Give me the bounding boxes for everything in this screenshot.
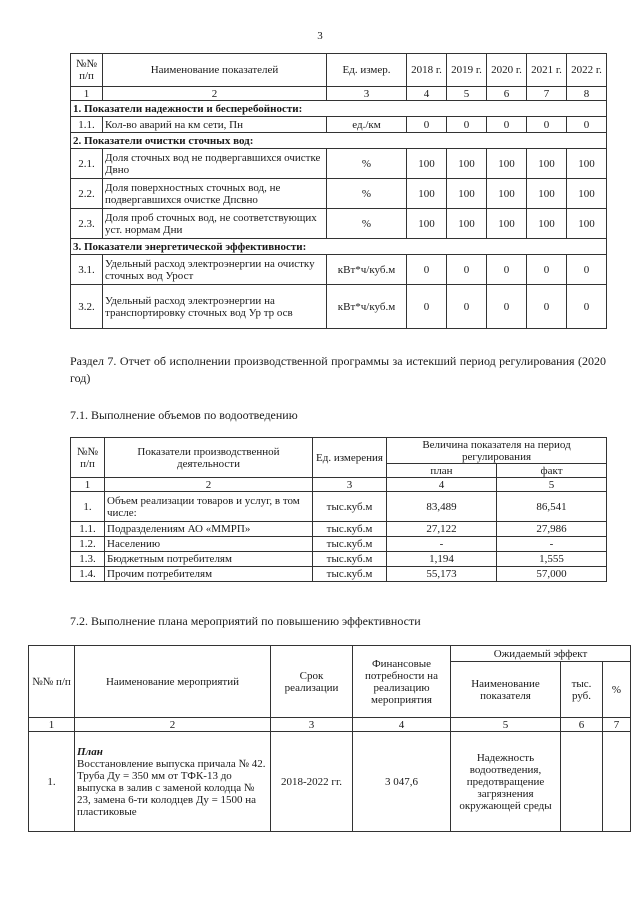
table-header-row <box>71 54 607 87</box>
header-effect-pct: % <box>603 662 631 718</box>
header-num: №№ п/п <box>71 54 103 87</box>
row-unit: % <box>327 149 407 179</box>
row-name: Восстановление выпуска причала № 42. Труба Ду = 350 мм от ТФК-13 до выпуска в залив с заменой колодца № 23, замена 6-ти колодцев Ду = 1500 на пластиковые <box>77 757 266 818</box>
index-cell: 2 <box>75 718 271 732</box>
row-plan: 83,489 <box>387 492 497 522</box>
indicators-table <box>70 53 607 329</box>
row-finance: 3 047,6 <box>353 732 451 832</box>
row-value: 100 <box>407 209 447 239</box>
row-value: 100 <box>527 209 567 239</box>
row-name: Подразделениям АО «ММРП» <box>105 522 313 537</box>
header-year: 2019 г. <box>447 54 487 87</box>
row-num: 1.2. <box>71 537 105 552</box>
row-name: Объем реализации товаров и услуг, в том числе: <box>105 492 313 522</box>
table-row <box>29 732 631 832</box>
index-row <box>29 718 631 732</box>
row-value: 100 <box>567 179 607 209</box>
index-cell: 5 <box>451 718 561 732</box>
page-number: 3 <box>317 30 323 42</box>
header-name: Показатели производственной деятельности <box>105 438 313 478</box>
table-row <box>71 179 607 209</box>
row-value: 100 <box>487 209 527 239</box>
row-fact: 86,541 <box>497 492 607 522</box>
index-cell: 1 <box>71 87 103 101</box>
row-num: 1. <box>71 492 105 522</box>
row-plan: 55,173 <box>387 567 497 582</box>
row-name: Кол-во аварий на км сети, Пн <box>103 117 327 133</box>
row-num: 1.3. <box>71 552 105 567</box>
row-fact: - <box>497 537 607 552</box>
table-row <box>71 209 607 239</box>
row-value: 100 <box>487 149 527 179</box>
row-value: 100 <box>447 209 487 239</box>
row-value: 0 <box>447 117 487 133</box>
index-cell: 1 <box>29 718 75 732</box>
row-value: 0 <box>407 285 447 329</box>
index-cell: 4 <box>407 87 447 101</box>
row-unit: тыс.куб.м <box>313 567 387 582</box>
header-finance: Финансовые потребности на реализацию мероприятия <box>353 646 451 718</box>
table-row <box>71 149 607 179</box>
row-effect-rub <box>561 732 603 832</box>
row-unit: тыс.куб.м <box>313 552 387 567</box>
row-name: Прочим потребителям <box>105 567 313 582</box>
row-value: 0 <box>527 255 567 285</box>
index-cell: 5 <box>447 87 487 101</box>
row-plan: - <box>387 537 497 552</box>
section-row <box>71 133 607 149</box>
row-name: Бюджетным потребителям <box>105 552 313 567</box>
index-cell: 1 <box>71 478 105 492</box>
row-value: 0 <box>407 255 447 285</box>
wastewater-volumes-table <box>70 437 607 582</box>
header-year: 2021 г. <box>527 54 567 87</box>
row-value: 0 <box>567 285 607 329</box>
row-value: 0 <box>567 255 607 285</box>
header-plan: план <box>387 464 497 478</box>
index-cell: 6 <box>561 718 603 732</box>
row-num: 1.1. <box>71 522 105 537</box>
index-cell: 7 <box>527 87 567 101</box>
index-cell: 6 <box>487 87 527 101</box>
row-effect-name: Надежность водоотведения, предотвращение загрязнения окружающей среды <box>451 732 561 832</box>
row-plan: 27,122 <box>387 522 497 537</box>
header-name: Наименование показателей <box>103 54 327 87</box>
row-value: 100 <box>487 179 527 209</box>
row-unit: % <box>327 209 407 239</box>
index-cell: 3 <box>313 478 387 492</box>
row-name: Населению <box>105 537 313 552</box>
row-name: Доля поверхностных сточных вод, не подвергавшихся очистке Дпсвно <box>103 179 327 209</box>
index-cell: 2 <box>103 87 327 101</box>
index-row <box>71 478 607 492</box>
header-year: 2018 г. <box>407 54 447 87</box>
row-value: 0 <box>447 255 487 285</box>
row-value: 0 <box>527 285 567 329</box>
row-value: 100 <box>407 179 447 209</box>
plan-label: План <box>77 745 103 758</box>
table-row <box>71 492 607 522</box>
header-value-group: Величина показателя на период регулирования <box>387 438 607 464</box>
row-value: 100 <box>527 179 567 209</box>
header-num: №№ п/п <box>29 646 75 718</box>
row-value: 0 <box>487 255 527 285</box>
table-row <box>71 255 607 285</box>
section-row <box>71 239 607 255</box>
table-row <box>71 285 607 329</box>
section-row <box>71 101 607 117</box>
row-unit: тыс.куб.м <box>313 537 387 552</box>
row-unit: ед./км <box>327 117 407 133</box>
header-unit: Ед. измерения <box>313 438 387 478</box>
row-name: Доля проб сточных вод, не соответствующих уст. нормам Дни <box>103 209 327 239</box>
heading-7-2: 7.2. Выполнение плана мероприятий по повышению эффективности <box>70 614 421 628</box>
row-value: 0 <box>487 117 527 133</box>
row-plan: 1,194 <box>387 552 497 567</box>
row-name: Удельный расход электроэнергии на транспортировку сточных вод Ур тр осв <box>103 285 327 329</box>
section-title: 3. Показатели энергетической эффективности: <box>71 239 607 255</box>
header-name: Наименование мероприятий <box>75 646 271 718</box>
row-value: 100 <box>447 179 487 209</box>
row-term: 2018-2022 гг. <box>271 732 353 832</box>
header-effect-group: Ожидаемый эффект <box>451 646 631 662</box>
header-effect-name: Наименование показателя <box>451 662 561 718</box>
index-cell: 8 <box>567 87 607 101</box>
row-unit: % <box>327 179 407 209</box>
table-row <box>71 117 607 133</box>
row-num: 3.1. <box>71 255 103 285</box>
header-effect-rub: тыс. руб. <box>561 662 603 718</box>
section-title: 1. Показатели надежности и бесперебойности: <box>71 101 607 117</box>
section7-paragraph: Раздел 7. Отчет об исполнении производственной программы за истекший период регулирования (2020 год) <box>70 354 606 385</box>
efficiency-measures-table <box>28 645 631 832</box>
table-row <box>71 522 607 537</box>
row-value: 0 <box>447 285 487 329</box>
row-name: Доля сточных вод не подвергавшихся очистке Двно <box>103 149 327 179</box>
index-cell: 4 <box>387 478 497 492</box>
table-header-row <box>71 438 607 464</box>
section-title: 2. Показатели очистки сточных вод: <box>71 133 607 149</box>
row-unit: кВт*ч/куб.м <box>327 285 407 329</box>
row-unit: тыс.куб.м <box>313 492 387 522</box>
row-value: 0 <box>407 117 447 133</box>
row-value: 100 <box>527 149 567 179</box>
header-year: 2022 г. <box>567 54 607 87</box>
index-cell: 7 <box>603 718 631 732</box>
header-unit: Ед. измер. <box>327 54 407 87</box>
row-num: 3.2. <box>71 285 103 329</box>
row-value: 100 <box>407 149 447 179</box>
header-num: №№ п/п <box>71 438 105 478</box>
table-row <box>71 552 607 567</box>
index-cell: 3 <box>327 87 407 101</box>
row-unit: кВт*ч/куб.м <box>327 255 407 285</box>
index-cell: 4 <box>353 718 451 732</box>
row-value: 0 <box>567 117 607 133</box>
heading-7-1: 7.1. Выполнение объемов по водоотведению <box>70 408 298 422</box>
row-value: 0 <box>527 117 567 133</box>
index-cell: 3 <box>271 718 353 732</box>
index-row <box>71 87 607 101</box>
header-fact: факт <box>497 464 607 478</box>
row-fact: 27,986 <box>497 522 607 537</box>
header-year: 2020 г. <box>487 54 527 87</box>
row-unit: тыс.куб.м <box>313 522 387 537</box>
row-num: 1.4. <box>71 567 105 582</box>
row-fact: 1,555 <box>497 552 607 567</box>
row-num: 2.3. <box>71 209 103 239</box>
header-term: Срок реализации <box>271 646 353 718</box>
row-name: Удельный расход электроэнергии на очистку сточных вод Урост <box>103 255 327 285</box>
index-cell: 5 <box>497 478 607 492</box>
table-header-row <box>29 646 631 662</box>
row-num: 1. <box>29 732 75 832</box>
index-cell: 2 <box>105 478 313 492</box>
table-row <box>71 537 607 552</box>
row-num: 1.1. <box>71 117 103 133</box>
row-effect-pct <box>603 732 631 832</box>
row-value: 0 <box>487 285 527 329</box>
row-value: 100 <box>567 209 607 239</box>
row-fact: 57,000 <box>497 567 607 582</box>
row-num: 2.2. <box>71 179 103 209</box>
row-name-cell <box>75 732 271 832</box>
row-num: 2.1. <box>71 149 103 179</box>
row-value: 100 <box>567 149 607 179</box>
table-row <box>71 567 607 582</box>
row-value: 100 <box>447 149 487 179</box>
